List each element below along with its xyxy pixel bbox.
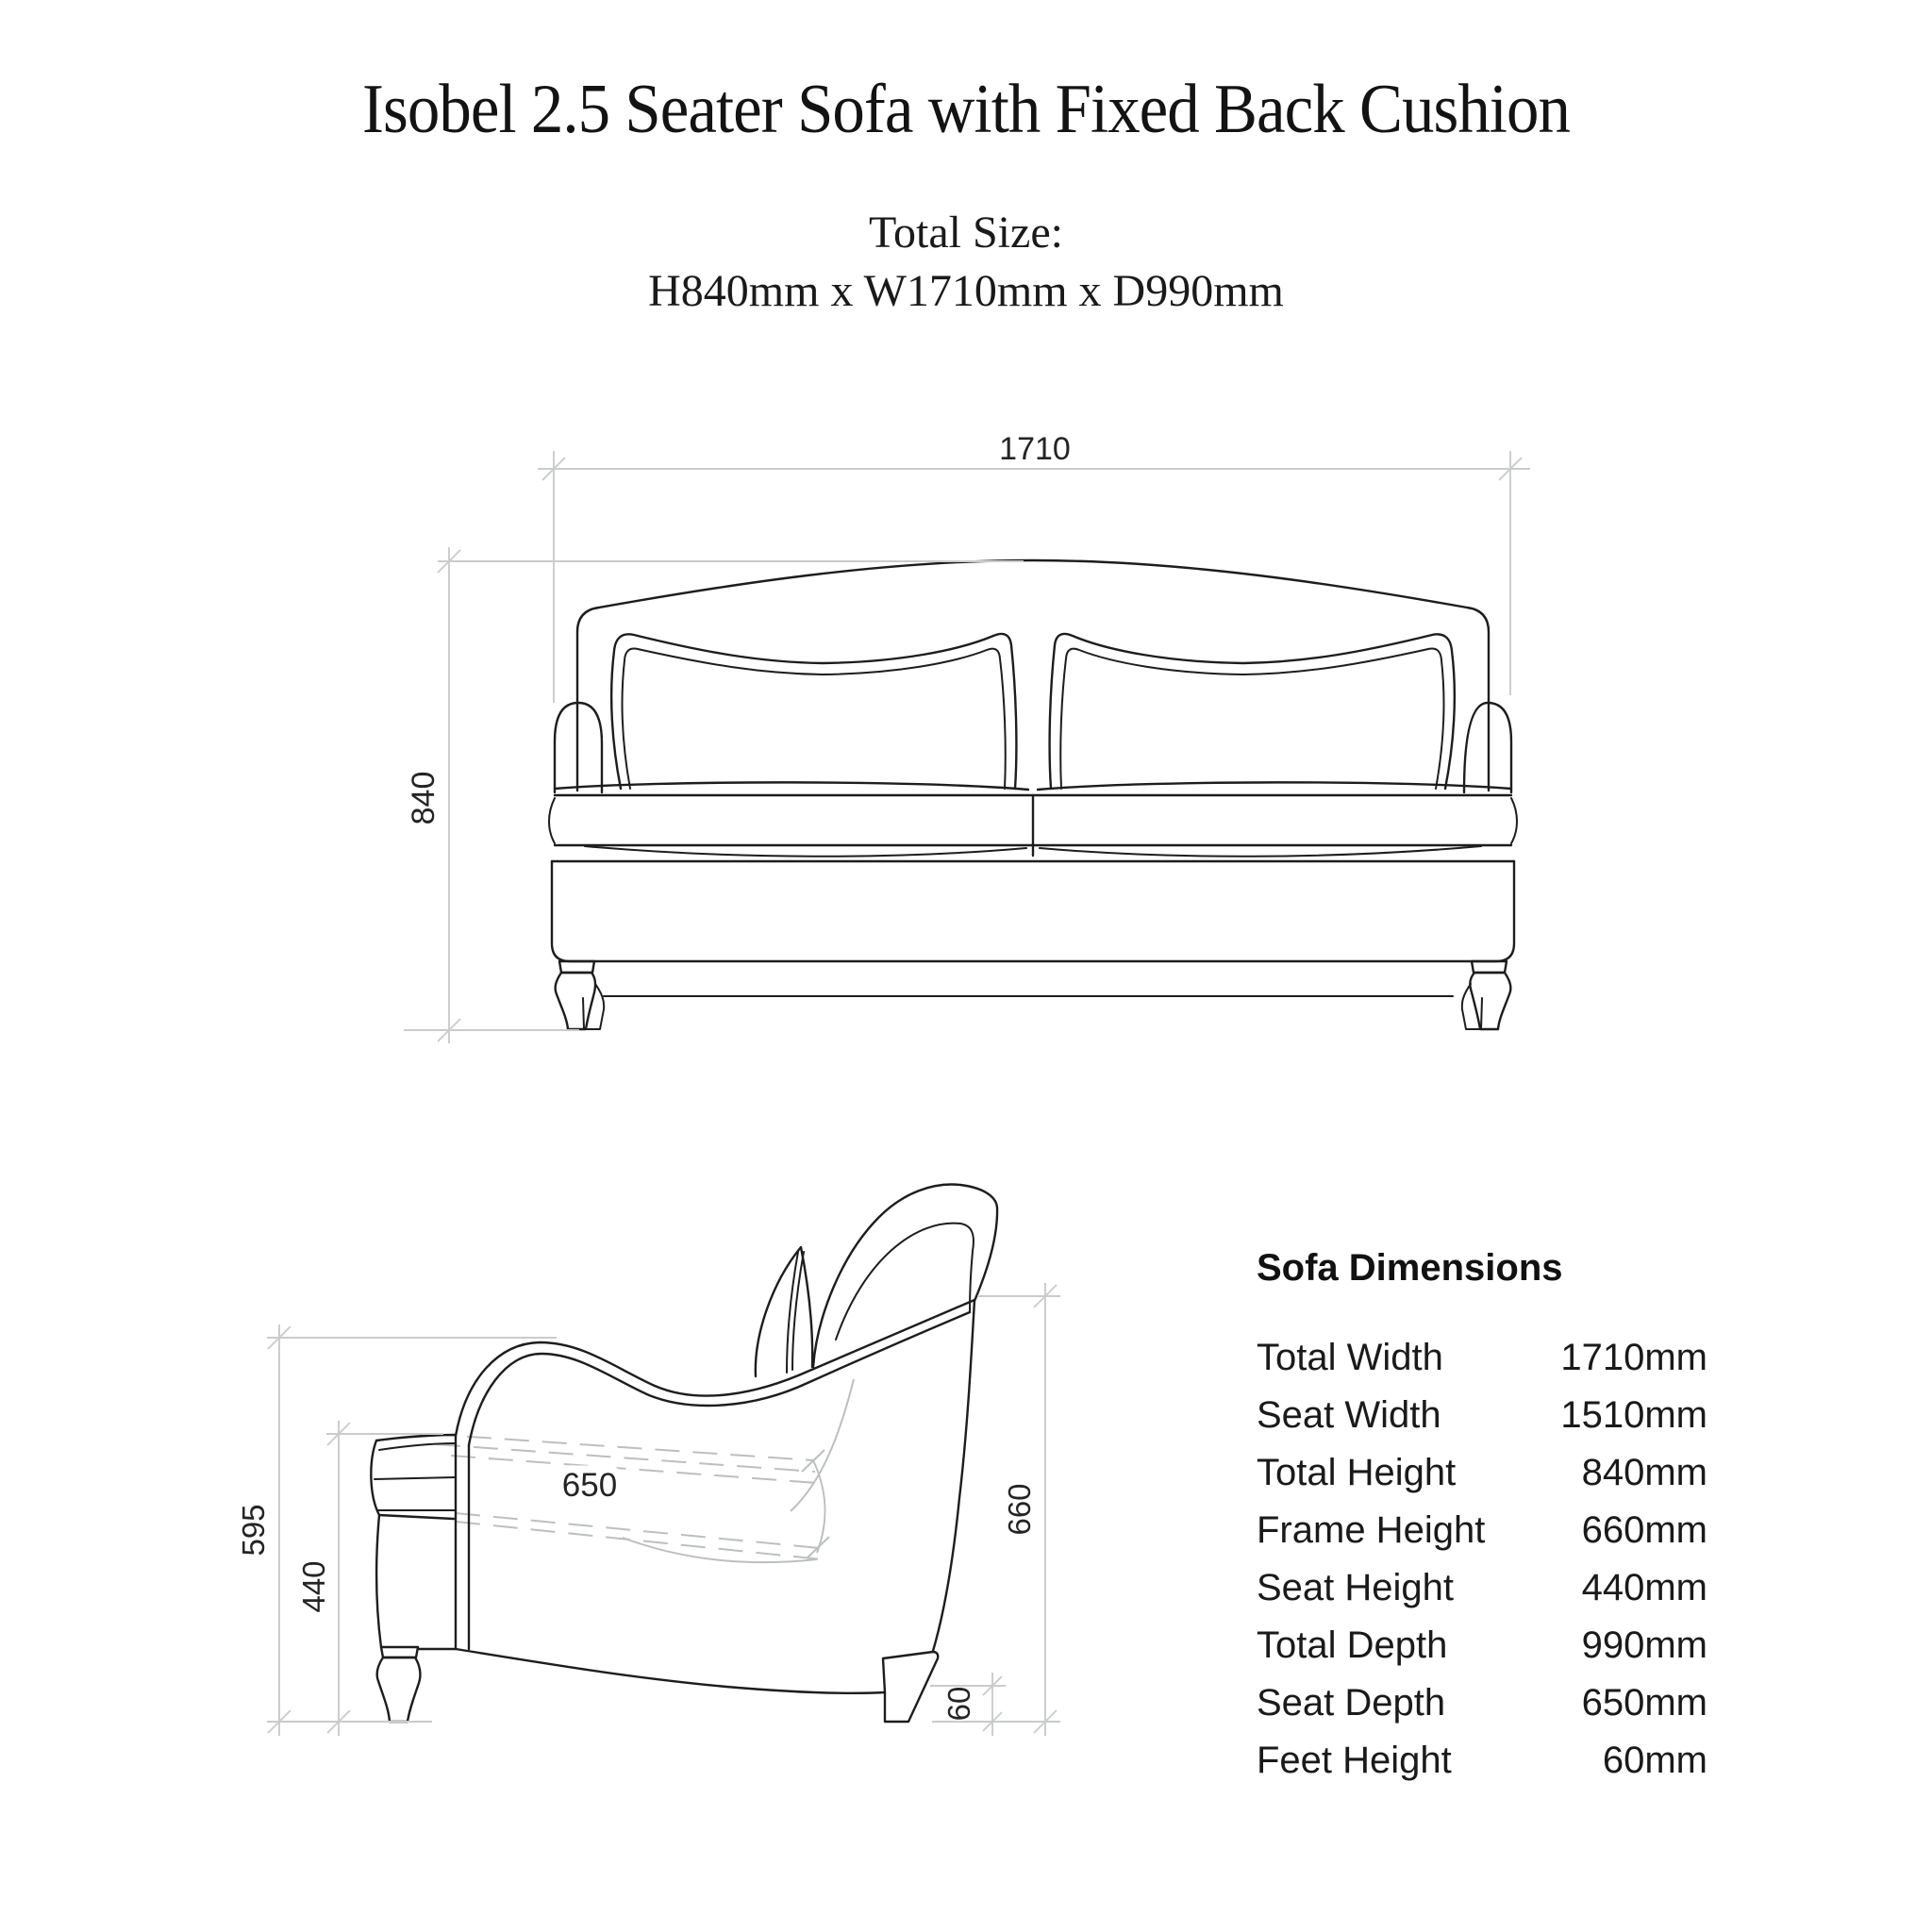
side-bottom-sweep bbox=[456, 1649, 885, 1693]
front-width-label: 1710 bbox=[999, 431, 1071, 467]
table-row bbox=[1257, 1387, 1707, 1444]
side-frame-height-label: 660 bbox=[1002, 1483, 1037, 1536]
side-arm-height-label: 595 bbox=[236, 1504, 271, 1557]
table-row bbox=[1257, 1732, 1707, 1790]
row-value: 660mm bbox=[1581, 1509, 1707, 1551]
row-label: Seat Depth bbox=[1257, 1682, 1446, 1724]
side-feet-height-label: 60 bbox=[941, 1686, 976, 1722]
row-value: 990mm bbox=[1581, 1624, 1707, 1666]
sofa-front-outline bbox=[549, 560, 1517, 1029]
side-seat-depth-label: 650 bbox=[561, 1467, 618, 1504]
side-arm-upright bbox=[456, 1435, 469, 1649]
total-size-value: H840mm x W1710mm x D990mm bbox=[648, 266, 1284, 316]
row-value: 650mm bbox=[1581, 1682, 1707, 1724]
page-title: Isobel 2.5 Seater Sofa with Fixed Back Cushion bbox=[362, 71, 1570, 148]
row-label: Total Height bbox=[1257, 1452, 1457, 1493]
dimensions-table-title: Sofa Dimensions bbox=[1257, 1247, 1563, 1289]
table-row bbox=[1257, 1444, 1707, 1502]
table-row bbox=[1257, 1502, 1707, 1559]
front-left-foot bbox=[556, 961, 605, 1029]
table-row bbox=[1257, 1617, 1707, 1674]
total-size-block bbox=[0, 204, 1932, 321]
dimensions-table bbox=[1257, 1247, 1707, 1790]
front-view-drawing bbox=[377, 406, 1641, 1066]
row-value: 1710mm bbox=[1560, 1337, 1707, 1378]
table-row bbox=[1257, 1329, 1707, 1387]
back-frame bbox=[577, 560, 1489, 791]
side-arm-panel bbox=[371, 1435, 456, 1647]
arm-and-back-rail-outer bbox=[456, 1300, 974, 1436]
dimension-frame-height bbox=[932, 1283, 1060, 1736]
row-label: Feet Height bbox=[1257, 1740, 1452, 1781]
row-label: Seat Width bbox=[1257, 1394, 1441, 1436]
back-cushion-right-piping bbox=[1060, 649, 1443, 790]
row-label: Frame Height bbox=[1257, 1509, 1486, 1551]
arm-and-back-rail-inner bbox=[469, 1312, 970, 1445]
seat-cushion-top bbox=[555, 782, 1511, 790]
row-label: Total Depth bbox=[1257, 1624, 1448, 1666]
dimension-width bbox=[538, 451, 1530, 703]
side-seat-height-label: 440 bbox=[296, 1560, 331, 1613]
side-cushion-front bbox=[756, 1247, 812, 1376]
side-view-drawing bbox=[217, 1160, 1085, 1764]
side-front-foot bbox=[377, 1647, 456, 1722]
side-rear-foot bbox=[883, 1652, 938, 1722]
row-value: 440mm bbox=[1581, 1567, 1707, 1608]
row-label: Seat Height bbox=[1257, 1567, 1455, 1608]
side-back-edge bbox=[933, 1300, 974, 1651]
row-label: Total Width bbox=[1257, 1337, 1443, 1378]
row-value: 1510mm bbox=[1560, 1394, 1707, 1436]
total-size-label: Total Size: bbox=[869, 208, 1063, 258]
back-cushion-left-piping bbox=[623, 649, 1006, 790]
table-row bbox=[1257, 1559, 1707, 1617]
sofa-side-outline bbox=[371, 1185, 997, 1722]
row-value: 840mm bbox=[1581, 1452, 1707, 1493]
front-right-foot bbox=[1462, 961, 1511, 1029]
dimension-arm-height bbox=[267, 1324, 557, 1736]
front-height-label: 840 bbox=[406, 771, 441, 825]
row-value: 60mm bbox=[1602, 1740, 1707, 1781]
table-row bbox=[1257, 1674, 1707, 1732]
base-outline bbox=[552, 861, 1514, 961]
dimension-seat-height bbox=[326, 1421, 443, 1736]
hidden-seat-cushion-lines bbox=[429, 1379, 854, 1562]
